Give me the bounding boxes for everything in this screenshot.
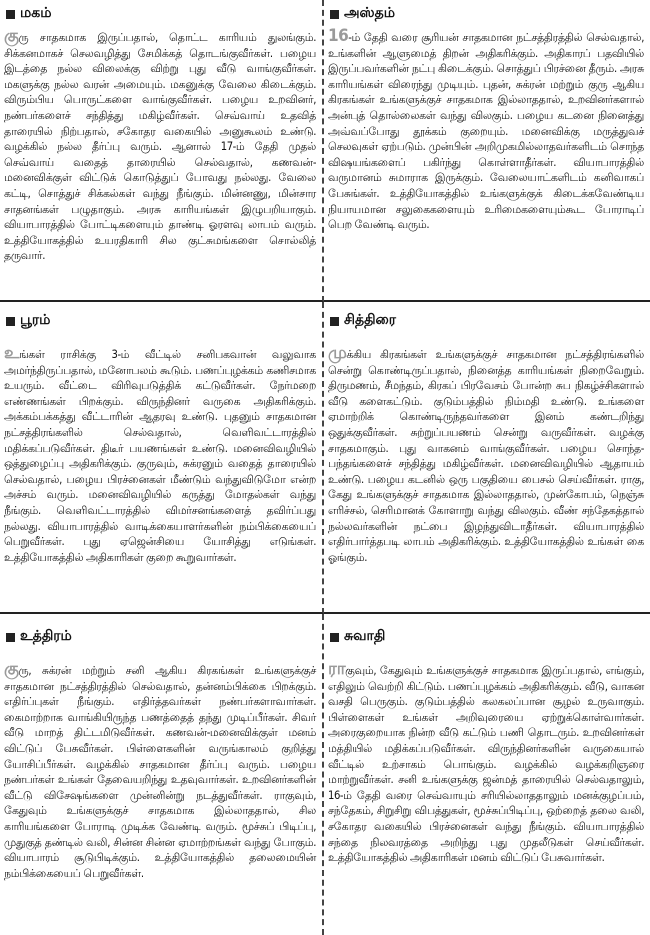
section-body	[4, 343, 316, 565]
section-body	[328, 26, 644, 233]
section-text: ரு, சுக்ரன் மற்றும் சனி ஆகிய கிரகங்கள் உங்களுக்குச் சாதகமான நட்சத்திரத்தில் செல்வதால், தன்னம்பிக்கை பிறக்கும். எதிர்ப்புகள் நீங்கும். எதிர்த்தவர்கள் நண்பர்களாவார்கள். கைமாற்றாக வாங்கியிருந்த பணத்தைத் தந்து முடிப்பீர்கள். சிவர் வீடு மாறத் திட்டமிடுவீர்கள். கணவன்-மனைவிக்குள் மனம் விட்டுப் பேசுவீர்கள். பிள்ளைகளின் வருங்காலம் குறித்து யோசிப்பீர்கள். வழக்கில் சாதகமான தீர்ப்பு வரும். பழைய நண்பர்கள் உங்கள் தேவையறிந்து உதவுவார்கள். உறவினர்களின் வீட்டு விசேஷங்களை முன்னின்று நடத்துவீர்கள். ராகுவும், கேதுவும் உங்களுக்குச் சாதகமாக இல்லாததால், சில காரியங்களை போராடி முடிக்க வேண்டி வரும். மூச்சுப் பிடிப்பு, முதுகுத் தண்டில் வலி, சின்ன சின்ன ஏமாற்றங்கள் வந்து போகும். வியாபாரம் சூடுபிடிக்கும். உத்தியோகத்தில் தலைமையின் நம்பிக்கையைப் பெறுவீர்கள்.	[4, 664, 316, 880]
section-text: ங்கள் ராசிக்கு 3-ம் வீட்டில் சனிபகவான் வலுவாக அமர்ந்திருப்பதால், மனோபலம் கூடும். பணப்புழக்கம் கணிசமாக உயரும். வீட்டை விரிவுபடுத்திக் கட்டுவீர்கள். நேர்மறை எண்ணங்கள் பிறக்கும். விருந்தினர் வருகை அதிகரிக்கும். அக்கம்பக்கத்து வீட்டாரின் ஆதரவு உண்டு. புதனும் சாதகமான நட்சத்திரங்களில் செல்வதால், வெளிவட்டாரத்தில் மதிக்கப்படுவீர்கள். திடீர் பயணங்கள் உண்டு. மனைவிவழியில் ஒத்துழைப்பு அதிகரிக்கும். குருவும், சுக்ரனும் வதைத் தாரையில் செல்வதால், பழைய பிரச்னைகள் மீண்டும் வந்துவிடுமோ என்ற அச்சம் வரும். மனைவிவழியில் கருத்து மோதல்கள் வந்து நீங்கும். வெளிவட்டாரத்தில் விமர்சனங்களைத் தவிர்ப்பது நல்லது. வியாபாரத்தில் வாடிக்கையாளர்களின் நம்பிக்கையைப் பெறுவீர்கள். புது ஏஜென்சியை யோசித்து எடுங்கள். உத்தியோகத்தில் அதிகாரிகள் குறை கூறுவார்கள்.	[4, 348, 316, 564]
drop-cap: 16	[328, 26, 349, 46]
section-body	[328, 659, 644, 866]
section-text: க்கிய கிரகங்கள் உங்களுக்குச் சாதகமான நட்சத்திரங்களில் சென்று கொண்டிருப்பதால், நினைத்த காரியங்கள் நிறைவேறும். திருமணம், சீமந்தம், கிரகப் பிரவேசம் போன்ற சுப நிகழ்ச்சிகளால் வீடு களைகட்டும். குடும்பத்தில் நிம்மதி உண்டு. உங்களை ஏமாற்றிக் கொண்டிருந்தவர்களை இனம் கண்டறிந்து ஒதுக்குவீர்கள். சுற்றுப்பயணம் சென்று வருவீர்கள். வழக்கு சாதகமாகும். புது வாகனம் வாங்குவீர்கள். பழைய சொந்த-பந்தங்களைச் சந்தித்து மகிழ்வீர்கள். மனைவிவழியில் ஆதாயம் உண்டு. பழைய கடனில் ஒரு பகுதியை பைசல் செய்வீர்கள். ராகு, கேது உங்களுக்குச் சாதகமாக இல்லாததால், முன்கோபம், நெஞ்சு எரிச்சல், செரிமானக் கோளாறு வந்து விலகும். வீண் சந்தேகத்தால் நல்லவர்களின் நட்பை இழந்துவிடாதீர்கள். வியாபாரத்தில் எதிர்பார்த்தபடி லாபம் அதிகரிக்கும். உத்தியோகத்தில் உங்கள் கை ஓங்கும்.	[328, 348, 644, 564]
section-title: மகம்	[20, 5, 52, 21]
section-body	[4, 659, 316, 881]
section-text: -ம் தேதி வரை சூரியன் சாதகமான நட்சத்திரத்தில் செல்வதால், உங்களின் ஆளுமைத் திறன் அதிகரிக்கும். அதிகாரப் பதவியில் இருப்பவர்களின் நட்பு கிடைக்கும். சொத்துப் பிரச்னை தீரும். அரசு காரியங்கள் விரைந்து முடியும். புதன், சுக்ரன் மற்றும் குரு ஆகிய கிரகங்கள் உங்களுக்குச் சாதகமாக இல்லாததால், உறவினர்களால் அன்புத் தொல்லைகள் வந்து விலகும். பழைய கடனை நினைத்து அவ்வப்போது தூக்கம் குறையும். மனைவிக்கு மருத்துவச் செலவுகள் ஏற்படும். முன்பின் அறிமுகமில்லாதவர்களிடம் சொந்த விஷயங்களைப் பகிர்ந்து கொள்ளாதீர்கள். வியாபாரத்தில் வருமானம் சுமாராக இருக்கும். வேலையாட்களிடம் கனிவாகப் பேசுங்கள். உத்தியோகத்தில் உங்களுக்குக் கிடைக்கவேண்டிய நியாயமான சலுகைகளையும் உரிமைகளையும்கூட போராடிப் பெற வேண்டி வரும்.	[328, 31, 644, 232]
section-astham	[324, 0, 650, 302]
drop-cap: ரா	[328, 659, 346, 679]
section-text: ரு சாதகமாக இருப்பதால், தொட்ட காரியம் துலங்கும். சிக்கனமாகச் செலவழித்து சேமிக்கத் தொடங்குவீர்கள். பழைய இடத்தை நல்ல விலைக்கு விற்று புது வீடு வாங்குவீர்கள். மகளுக்கு நல்ல வரன் அமையும். மகனுக்கு வேலை கிடைக்கும். விரும்பிய பொருட்களை வாங்குவீர்கள். பழைய உறவினர், நண்பர்களைச் சந்தித்து மகிழ்வீர்கள். செவ்வாய் உதவித் தாரையில் நிற்பதால், சகோதர வகையில் அனுகூலம் உண்டு. வழக்கில் நல்ல தீர்ப்பு வரும். ஆனால் 17-ம் தேதி முதல் செவ்வாய் வதைத் தாரையில் செல்வதால், கணவன்-மனைவிக்குள் விட்டுக் கொடுத்துப் போவது நல்லது. வேலை கட்டி, சொத்துச் சிக்கல்கள் வந்து நீங்கும். மின்னணு, மின்சார சாதனங்கள் பழுதாகும். அரசு காரியங்கள் இழுபறியாகும். வியாபாரத்தில் போட்டிகளையும் தாண்டி ஓரளவு லாபம் வரும். உத்தியோகத்தில் உயரதிகாரி சில குட்சுமங்களை சொல்லித் தருவார்.	[4, 31, 316, 263]
section-title: பூரம்	[20, 312, 51, 328]
section-uthiram	[0, 614, 324, 935]
section-header	[4, 310, 316, 332]
section-header	[328, 3, 644, 25]
square-bullet-icon	[6, 10, 15, 19]
section-chithirai	[324, 302, 650, 614]
drop-cap: மு	[328, 343, 347, 363]
section-header	[4, 3, 316, 25]
section-header	[4, 626, 316, 648]
section-header	[328, 310, 644, 332]
section-body	[328, 343, 644, 565]
section-title: சுவாதி	[344, 628, 386, 644]
section-title: அஸ்தம்	[344, 5, 395, 21]
square-bullet-icon	[330, 633, 339, 642]
section-title: உத்திரம்	[20, 628, 72, 644]
drop-cap: உ	[4, 343, 19, 363]
square-bullet-icon	[6, 317, 15, 326]
section-body	[4, 26, 316, 264]
square-bullet-icon	[330, 317, 339, 326]
drop-cap: கு	[4, 26, 19, 46]
section-swathi	[324, 614, 650, 935]
drop-cap: கு	[4, 659, 19, 679]
section-pooram	[0, 302, 324, 614]
section-text: குவும், கேதுவும் உங்களுக்குச் சாதகமாக இருப்பதால், எங்கும், எதிலும் வெற்றி கிட்டும். பணப்புழக்கம் அதிகரிக்கும். வீடு, வாகன வசதி பெருகும். குடும்பத்தில் கலகலப்பான சூழல் உருவாகும். பிள்ளைகள் உங்கள் அறிவுரையை ஏற்றுக்கொள்வார்கள். அரைகுறையாக நின்ற வீடு கட்டும் பணி தொடரும். உறவினர்கள் மத்தியில் மதிக்கப்படுவீர்கள். விருந்தினர்களின் வருகையால் வீட்டில் உற்சாகம் பொங்கும். வழக்கில் வழக்கறிஞரை மாற்றுவீர்கள். சனி உங்களுக்கு ஜன்மத் தாரையில் செல்வதாலும், 16-ம் தேதி வரை செவ்வாயும் சரியில்லாததாலும் மனக்குழப்பம், சந்தேகம், சிறுசிறு விபத்துகள், மூச்சுப்பிடிப்பு, ஒற்றைத் தலை வலி, சகோதர வகையில் பிரச்னைகள் வந்து நீங்கும். வியாபாரத்தில் சந்தை நிலவரத்தை அறிந்து புது முதலீடுகள் செய்வீர்கள். உத்தியோகத்தில் அதிகாரிகள் மனம் விட்டுப் பேசுவார்கள்.	[328, 664, 644, 865]
square-bullet-icon	[330, 10, 339, 19]
section-title: சித்திரை	[344, 312, 397, 328]
square-bullet-icon	[6, 633, 15, 642]
section-magam	[0, 0, 324, 302]
section-header	[328, 626, 644, 648]
